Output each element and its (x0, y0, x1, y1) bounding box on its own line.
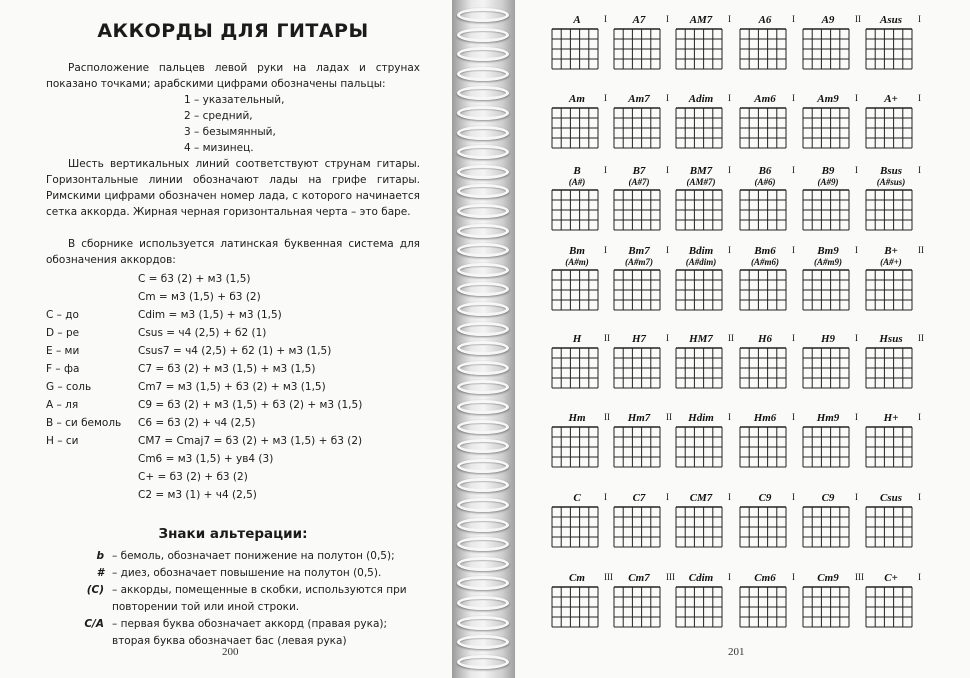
chord-name: Hm7 (627, 412, 651, 424)
chord-name: H+ (883, 412, 899, 424)
fretboard-grid (551, 426, 599, 468)
binding-ring (457, 478, 509, 492)
formula-row (46, 324, 420, 342)
chord-name: H9 (820, 333, 836, 345)
note-name: H – си (46, 435, 79, 447)
fret-number: II (728, 333, 734, 343)
binding-ring (457, 361, 509, 375)
notation-paragraph: В сборнике используется латинская буквенная система для обозначения аккордов: (46, 238, 420, 266)
chord-name: A+ (884, 93, 898, 105)
fret-number: I (918, 492, 921, 502)
chord-name: HM7 (689, 333, 713, 345)
fretboard-grid (613, 107, 661, 149)
chord-alt-name: (AM#7) (686, 177, 716, 187)
spiral-binding (452, 0, 515, 678)
fret-number: I (855, 165, 858, 175)
binding-ring (457, 616, 509, 630)
formula-row (46, 396, 420, 414)
fret-number: III (604, 572, 613, 582)
binding-ring (457, 596, 509, 610)
binding-ring (457, 537, 509, 551)
chord-formula: C+ = б3 (2) + б3 (2) (138, 471, 248, 483)
fretboard-grid (675, 586, 723, 628)
fretboard-grid (739, 426, 787, 468)
binding-ring (457, 165, 509, 179)
chord-name: Hm (568, 412, 586, 424)
note-name (46, 270, 138, 288)
binding-ring (457, 47, 509, 61)
fret-number: I (855, 333, 858, 343)
formula-row (46, 270, 420, 288)
sign-description: – бемоль, обозначает понижение на полутон (0,5); (112, 550, 395, 562)
binding-ring (457, 8, 509, 22)
fretboard-grid (551, 189, 599, 231)
binding-ring (457, 145, 509, 159)
binding-ring (457, 106, 509, 120)
binding-ring (457, 302, 509, 316)
binding-ring (457, 224, 509, 238)
formula-row (46, 450, 420, 468)
fret-number: I (792, 492, 795, 502)
chord-name: Bsus (879, 165, 903, 177)
fretboard-grid (613, 189, 661, 231)
alteration-signs-list (46, 548, 420, 650)
chord-name: Cm7 (628, 572, 650, 584)
chord-name: A (573, 14, 581, 26)
fretboard-grid (675, 426, 723, 468)
left-page (0, 0, 452, 678)
fret-number: III (666, 572, 675, 582)
chord-name: Hsus (879, 333, 903, 345)
chord-name: Hm6 (753, 412, 777, 424)
chord-formula: C9 = б3 (2) + м3 (1,5) + б3 (2) + м3 (1,5) (138, 399, 363, 411)
fretboard-grid (551, 586, 599, 628)
binding-ring (457, 263, 509, 277)
fretboard-grid (739, 506, 787, 548)
page-number: 201 (728, 646, 745, 658)
chord-formula: C6 = б3 (2) + ч4 (2,5) (138, 417, 256, 429)
fretboard-grid (739, 347, 787, 389)
binding-ring (457, 243, 509, 257)
binding-ring (457, 498, 509, 512)
formula-row (46, 468, 420, 486)
fret-number: I (604, 93, 607, 103)
chord-name: Am6 (754, 93, 776, 105)
binding-ring (457, 576, 509, 590)
page-number: 200 (222, 646, 239, 658)
note-name: D – ре (46, 327, 80, 339)
chord-name: A6 (758, 14, 772, 26)
fretboard-grid (613, 269, 661, 311)
chord-name: C9 (758, 492, 772, 504)
chord-name: Am (569, 93, 585, 105)
binding-ring (457, 655, 509, 669)
chord-name: A9 (821, 14, 835, 26)
fretboard-grid (551, 107, 599, 149)
chord-name: H (572, 333, 582, 345)
chord-name: B7 (632, 165, 646, 177)
fret-number: I (728, 412, 731, 422)
binding-ring (457, 380, 509, 394)
fret-number: I (918, 572, 921, 582)
chord-name: C9 (821, 492, 835, 504)
sign-description: – диез, обозначает повышение на полутон (0,5). (112, 567, 382, 579)
formula-row (46, 342, 420, 360)
fretboard-grid (675, 28, 723, 70)
fret-number: I (792, 245, 795, 255)
grid-explanation: Шесть вертикальных линий соответствуют струнам гитары. Горизонтальные линии обозначают лады на грифе гитары. Римскими цифрами обозначен номер лада, с которого начинается сетка аккорда. Жирная черная горизонтальная черта – это баре. (46, 158, 420, 218)
chord-formula: CM7 = Cmaj7 = б3 (2) + м3 (1,5) + б3 (2) (138, 435, 363, 447)
chord-name: Bm7 (628, 245, 650, 257)
fretboard-grid (551, 28, 599, 70)
chord-name: Bdim (688, 245, 714, 257)
fret-number: I (666, 333, 669, 343)
finger-list (184, 92, 420, 156)
fret-number: II (855, 14, 861, 24)
fret-number: I (666, 492, 669, 502)
fretboard-grid (613, 586, 661, 628)
binding-ring (457, 459, 509, 473)
chord-name: C (573, 492, 581, 504)
binding-ring (457, 518, 509, 532)
chord-alt-name: (A#m7) (625, 257, 653, 267)
chord-alt-name: (A#6) (754, 177, 776, 187)
fret-number: I (604, 245, 607, 255)
binding-ring (457, 204, 509, 218)
fret-number: I (604, 14, 607, 24)
finger-item: 3 – безымянный, (184, 126, 276, 138)
sign-symbol: (C) (86, 584, 104, 596)
fretboard-grid (675, 269, 723, 311)
fretboard-grid (865, 28, 913, 70)
note-name: B – си бемоль (46, 417, 122, 429)
chord-name: BM7 (689, 165, 713, 177)
fret-number: I (792, 572, 795, 582)
chord-formula: Cm7 = м3 (1,5) + б3 (2) + м3 (1,5) (138, 381, 326, 393)
fret-number: I (666, 165, 669, 175)
fretboard-grid (739, 189, 787, 231)
fret-number: II (918, 333, 924, 343)
chord-formula-list (46, 270, 420, 504)
fret-number: I (918, 165, 921, 175)
binding-ring (457, 322, 509, 336)
fretboard-grid (865, 107, 913, 149)
formula-row (46, 288, 420, 306)
chord-formula: Cm6 = м3 (1,5) + ув4 (3) (138, 453, 274, 465)
chord-formula: C2 = м3 (1) + ч4 (2,5) (138, 489, 257, 501)
chord-name: Cm6 (754, 572, 776, 584)
chord-alt-name: (A#m9) (814, 257, 842, 267)
intro-paragraph: Расположение пальцев левой руки на ладах и струнах показано точками; арабскими цифрами обозначены пальцы: (46, 62, 420, 90)
chord-name: AM7 (689, 14, 713, 26)
chord-name: Asus (879, 14, 903, 26)
fretboard-grid (802, 586, 850, 628)
chord-formula: Csus = ч4 (2,5) + б2 (1) (138, 327, 267, 339)
fretboard-grid (802, 426, 850, 468)
fretboard-grid (675, 189, 723, 231)
fretboard-grid (865, 426, 913, 468)
fretboard-grid (613, 506, 661, 548)
fret-number: I (855, 245, 858, 255)
sign-symbol: b (96, 550, 104, 562)
fret-number: I (855, 412, 858, 422)
chord-name: B6 (758, 165, 772, 177)
chord-name: Hdim (688, 412, 714, 424)
chord-name: B (573, 165, 581, 177)
fret-number: I (728, 245, 731, 255)
chord-name: Hm9 (816, 412, 840, 424)
chord-alt-name: (A#+) (880, 257, 902, 267)
formula-row (46, 414, 420, 432)
fretboard-grid (865, 269, 913, 311)
note-name: E – ми (46, 345, 80, 357)
note-name: G – соль (46, 381, 92, 393)
note-name: F – фа (46, 363, 80, 375)
chord-name: CM7 (689, 492, 713, 504)
formula-row (46, 486, 420, 504)
chord-name: Cm (569, 572, 585, 584)
binding-ring (457, 557, 509, 571)
alteration-sign (46, 582, 420, 616)
finger-item: 1 – указательный, (184, 94, 285, 106)
binding-ring (457, 86, 509, 100)
fret-number: III (855, 572, 864, 582)
fret-number: I (792, 14, 795, 24)
binding-ring (457, 67, 509, 81)
alteration-sign (46, 616, 420, 650)
chord-alt-name: (A#7) (628, 177, 650, 187)
fretboard-grid (739, 28, 787, 70)
chord-name: Cm9 (817, 572, 839, 584)
fret-number: I (604, 492, 607, 502)
fretboard-grid (613, 28, 661, 70)
sign-description: – аккорды, помещенные в скобки, используются при повторении той или иной строки. (112, 584, 407, 613)
binding-ring (457, 282, 509, 296)
alteration-sign (46, 548, 420, 565)
right-page (515, 0, 970, 678)
fret-number: I (855, 492, 858, 502)
sign-description: – первая буква обозначает аккорд (правая рука); вторая буква обозначает бас (левая рука) (112, 618, 388, 647)
chord-alt-name: (A#m6) (751, 257, 779, 267)
fretboard-grid (802, 107, 850, 149)
fret-number: I (918, 412, 921, 422)
fretboard-grid (613, 347, 661, 389)
fretboard-grid (739, 269, 787, 311)
fretboard-grid (675, 107, 723, 149)
chord-formula: C = б3 (2) + м3 (1,5) (138, 273, 251, 285)
note-name: C – до (46, 309, 79, 321)
note-name (46, 288, 138, 306)
chord-name: H7 (631, 333, 647, 345)
fret-number: I (918, 14, 921, 24)
chord-name: Bm6 (754, 245, 776, 257)
fretboard-grid (613, 426, 661, 468)
finger-item: 4 – мизинец. (184, 142, 254, 154)
fretboard-grid (865, 586, 913, 628)
formula-row (46, 432, 420, 450)
fret-number: II (604, 412, 610, 422)
note-name (46, 450, 138, 468)
fret-number: I (792, 165, 795, 175)
chord-name: Cdim (688, 572, 714, 584)
chord-formula: C7 = б3 (2) + м3 (1,5) + м3 (1,5) (138, 363, 316, 375)
chord-formula: Csus7 = ч4 (2,5) + б2 (1) + м3 (1,5) (138, 345, 332, 357)
fretboard-grid (739, 586, 787, 628)
chord-name: A7 (632, 14, 646, 26)
fretboard-grid (865, 347, 913, 389)
chord-name: B+ (884, 245, 898, 257)
finger-item: 2 – средний, (184, 110, 253, 122)
fret-number: I (728, 572, 731, 582)
fretboard-grid (802, 347, 850, 389)
chord-formula: Cdim = м3 (1,5) + м3 (1,5) (138, 309, 282, 321)
fret-number: I (666, 245, 669, 255)
formula-row (46, 306, 420, 324)
chord-name: C+ (884, 572, 898, 584)
chord-name: Am7 (628, 93, 650, 105)
note-name: A – ля (46, 399, 79, 411)
chord-name: Adim (688, 93, 714, 105)
fretboard-grid (802, 269, 850, 311)
binding-ring (457, 420, 509, 434)
fretboard-grid (675, 347, 723, 389)
chord-alt-name: (A#) (568, 177, 586, 187)
fret-number: I (728, 14, 731, 24)
fret-number: I (792, 412, 795, 422)
alteration-sign (46, 565, 420, 582)
chord-name: B9 (821, 165, 835, 177)
binding-ring (457, 439, 509, 453)
fret-number: I (728, 165, 731, 175)
fret-number: II (918, 245, 924, 255)
fretboard-grid (802, 506, 850, 548)
chord-alt-name: (A#m) (565, 257, 589, 267)
note-name (46, 486, 138, 504)
formula-row (46, 360, 420, 378)
chord-alt-name: (A#dim) (685, 257, 717, 267)
binding-ring (457, 400, 509, 414)
fretboard-grid (739, 107, 787, 149)
fretboard-grid (551, 347, 599, 389)
chord-name: Bm9 (817, 245, 839, 257)
chord-formula: Cm = м3 (1,5) + б3 (2) (138, 291, 261, 303)
fret-number: I (604, 165, 607, 175)
fretboard-grid (802, 28, 850, 70)
fret-number: I (792, 333, 795, 343)
fret-number: I (918, 93, 921, 103)
sign-symbol: C/A (84, 618, 104, 630)
chord-name: Csus (879, 492, 903, 504)
binding-ring (457, 635, 509, 649)
chord-alt-name: (A#9) (817, 177, 839, 187)
fret-number: I (666, 93, 669, 103)
fret-number: II (604, 333, 610, 343)
fretboard-grid (675, 506, 723, 548)
fret-number: I (728, 492, 731, 502)
binding-ring (457, 28, 509, 42)
note-name (46, 468, 138, 486)
fretboard-grid (551, 506, 599, 548)
fretboard-grid (865, 506, 913, 548)
formula-row (46, 378, 420, 396)
chord-alt-name: (A#sus) (876, 177, 906, 187)
fret-number: I (855, 93, 858, 103)
chord-name: C7 (632, 492, 646, 504)
page-title: АККОРДЫ ДЛЯ ГИТАРЫ (97, 20, 369, 42)
binding-ring (457, 184, 509, 198)
sign-symbol: # (96, 567, 104, 579)
chord-name: H6 (757, 333, 773, 345)
fret-number: I (666, 14, 669, 24)
chord-name: Bm (569, 245, 585, 257)
fretboard-grid (802, 189, 850, 231)
fretboard-grid (865, 189, 913, 231)
fret-number: II (666, 412, 672, 422)
signs-title: Знаки альтерации: (158, 526, 308, 542)
binding-ring (457, 126, 509, 140)
chord-name: Am9 (817, 93, 839, 105)
binding-ring (457, 341, 509, 355)
fretboard-grid (551, 269, 599, 311)
fret-number: I (792, 93, 795, 103)
fret-number: I (728, 93, 731, 103)
